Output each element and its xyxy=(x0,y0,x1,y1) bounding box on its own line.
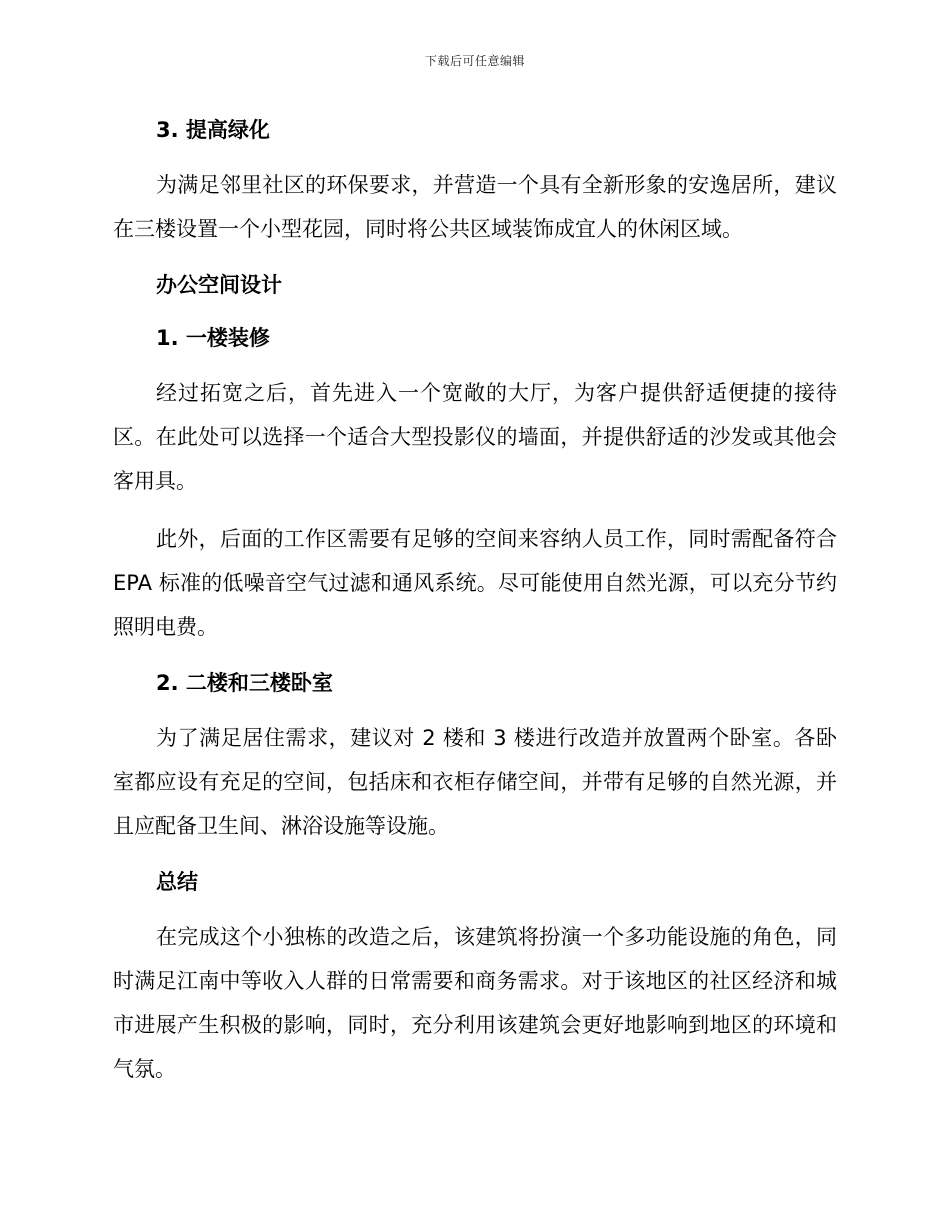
paragraph-bedrooms: 为了满足居住需求，建议对 2 楼和 3 楼进行改造并放置两个卧室。各卧室都应设有充足的空间，包括床和衣柜存储空间，并带有足够的自然光源，并且应配备卫生间、淋浴设施等设施。 xyxy=(113,726,837,838)
paragraph-summary: 在完成这个小独栋的改造之后，该建筑将扮演一个多功能设施的角色，同时满足江南中等收入人群的日常需要和商务需求。对于该地区的社区经济和城市进展产生积极的影响，同时，充分利用该建筑会更好地影响到地区的环境和气氛。 xyxy=(113,925,837,1081)
paragraph-first-floor-lobby: 经过拓宽之后，首先进入一个宽敞的大厅，为客户提供舒适便捷的接待区。在此处可以选择一个适合大型投影仪的墙面，并提供舒适的沙发或其他会客用具。 xyxy=(113,381,837,493)
section-heading-office: 办公空间设计 xyxy=(156,273,282,297)
section-heading-summary: 总结 xyxy=(156,870,198,894)
section-heading-bedrooms: 2. 二楼和三楼卧室 xyxy=(156,671,333,695)
paragraph-first-floor-work: 此外，后面的工作区需要有足够的空间来容纳人员工作，同时需配备符合 EPA 标准的低噪音空气过滤和通风系统。尽可能使用自然光源，可以充分节约照明电费。 xyxy=(113,527,837,639)
paragraph-green: 为满足邻里社区的环保要求，并营造一个具有全新形象的安逸居所，建议在三楼设置一个小型花园，同时将公共区域装饰成宜人的休闲区域。 xyxy=(113,173,837,241)
section-heading-green: 3. 提高绿化 xyxy=(156,118,270,142)
document-body xyxy=(113,110,837,1091)
page-header: 下载后可任意编辑 xyxy=(424,54,525,68)
section-heading-first-floor: 1. 一楼装修 xyxy=(156,326,270,350)
